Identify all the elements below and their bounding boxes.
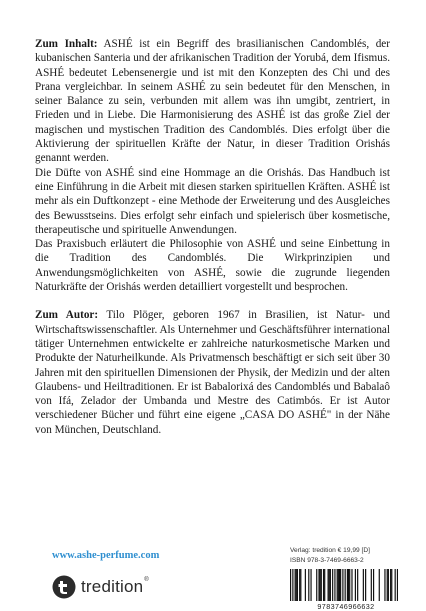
publisher-name: [81, 577, 149, 597]
inhalt-paragraph-2: Die Düfte von ASHÉ sind eine Hommage an die Orishás. Das Handbuch ist eine Einführung in die Arbeit mit diesen starken spirituellen Kräften. ASHÉ ist mehr als ein Duftkonzept - eine Methode der Erweiterung und des Ausgleiches des Bewusstseins. Dies erfolgt sehr einfach und spielerisch über kosmetische, therapeutische und spirituelle Anwendungen.: [35, 166, 390, 236]
barcode-bar: [323, 569, 324, 601]
barcode-bar: [318, 569, 319, 601]
barcode-bar: [390, 569, 391, 601]
barcode-bar: [338, 569, 339, 601]
barcode-bar: [337, 569, 338, 601]
barcode-bar: [290, 569, 291, 601]
barcode-bar: [371, 569, 372, 601]
barcode-bar: [310, 569, 311, 601]
barcode-bar: [299, 569, 300, 601]
barcode-bar: [355, 569, 356, 601]
isbn-block: [290, 546, 402, 611]
registered-mark: ®: [144, 577, 149, 583]
barcode-bar: [397, 569, 398, 601]
barcode-bar: [349, 569, 350, 601]
back-cover-text: [35, 37, 390, 437]
inhalt-text-1: ASHÉ ist ein Begriff des brasilianischen Candomblés, der kubanischen Santeria und der afrikanischen Tradition der Yorubá, dem Ifismus. ASHÉ bedeutet Lebensenergie und ist mit den Konzepten des Chi und des Prana vergleichbar. In seinem ASHÉ zu sein bedeutet für den Menschen, in seiner Balance zu sein, verbunden mit allem was ihn umgibt, zentriert, in Frieden und in Liebe. Die Harmonisierung des ASHÉ ist das große Ziel der magischen und mystischen Tradition des Candomblés. Dies erfolgt über die Aktivierung der spirituellen Kräfte der Natur, in dieser Tradition Orishás genannt werden.: [35, 38, 390, 165]
website-link[interactable]: www.ashe-perfume.com: [52, 550, 160, 561]
barcode-bar: [321, 569, 322, 601]
inhalt-paragraph-3: Das Praxisbuch erläutert die Philosophie von ASHÉ und seine Einbettung in die Tradition des Candomblés. Die Wirkprinzipien und Anwendungsmöglichkeiten von ASHÉ, sowie die zugrunde liegenden Naturkräfte der Orishás werden detailliert vorgestellt und besprochen.: [35, 238, 390, 294]
barcode-bar: [295, 569, 296, 601]
barcode-bar: [305, 569, 306, 601]
barcode-bar: [345, 569, 346, 601]
barcode-bar: [379, 569, 380, 601]
tredition-logo-icon: [52, 575, 76, 599]
barcode-bar: [308, 569, 309, 601]
autor-paragraph: [35, 308, 390, 437]
barcode: [290, 569, 398, 601]
barcode-bar: [342, 569, 343, 601]
barcode-bar: [363, 569, 364, 601]
barcode-bar: [316, 569, 317, 601]
autor-text: Tilo Plöger, geboren 1967 in Brasilien, ist Natur- und Wirtschaftswissenschaftler. Als Unternehmer und Geschäftsführer international tätiger Unternehmen entwickelte er zahlreiche naturkosmetische Marken und Produkte der Naturheilkunde. Als Privatmensch beschäftigt er sich seit über 30 Jahren mit den spirituellen Dimensionen der Physik, der Medizin und der alten Glaubens- und Heiltraditionen. Er ist Babalorixá des Candomblés und Babalaô von Ifá, Zelador der Umbanda und Mestre des Catimbós. Er ist Autor verschiedener Bücher und führt eine eigene „CASA DO ASHÉ" in der Nähe von München, Deutschland.: [35, 309, 390, 436]
barcode-bar: [347, 569, 348, 601]
inhalt-heading: Zum Inhalt:: [35, 38, 98, 50]
barcode-bar: [330, 569, 331, 601]
publisher-price-line: Verlag: tredition € 19,99 [D]: [290, 547, 370, 554]
barcode-bar: [297, 569, 298, 601]
barcode-bar: [388, 569, 389, 601]
barcode-bar: [373, 569, 374, 601]
barcode-number: 9783746966632: [317, 602, 375, 611]
barcode-bar: [332, 569, 333, 601]
barcode-bar: [334, 569, 335, 601]
barcode-bar: [329, 569, 330, 601]
barcode-bar: [357, 569, 358, 601]
barcode-bar: [351, 569, 352, 601]
barcode-bar: [324, 569, 325, 601]
barcode-bar: [387, 569, 388, 601]
isbn-line: ISBN 978-3-7469-6663-2: [290, 557, 364, 564]
barcode-bar: [296, 569, 297, 601]
barcode-bar: [395, 569, 396, 601]
barcode-bar: [348, 569, 349, 601]
barcode-bar: [339, 569, 340, 601]
inhalt-paragraph-1: [35, 37, 390, 166]
barcode-bar: [300, 569, 301, 601]
barcode-bar: [320, 569, 321, 601]
barcode-bar: [365, 569, 366, 601]
publisher-brand: [52, 575, 149, 599]
autor-heading: Zum Autor:: [35, 309, 99, 322]
barcode-bar: [384, 569, 385, 601]
publisher-name-text: tredition: [81, 577, 144, 596]
barcode-bar: [292, 569, 293, 601]
barcode-bar: [328, 569, 329, 601]
barcode-bar: [340, 569, 341, 601]
barcode-bar: [391, 569, 392, 601]
